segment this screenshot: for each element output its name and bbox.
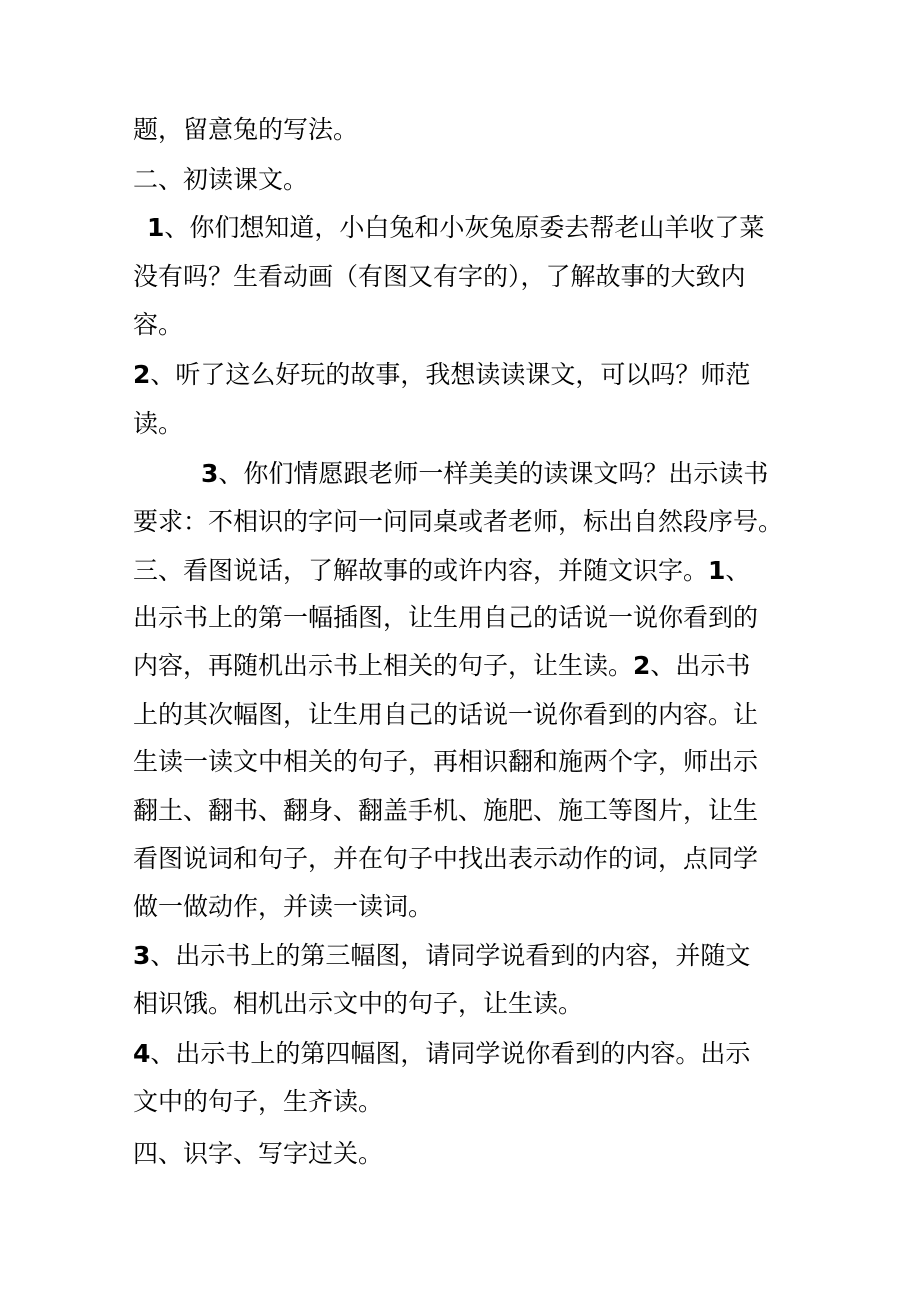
line-text: 二、初读课文。	[133, 165, 309, 194]
line-text: 、出示书上的第三幅图，请同学说看到的内容，并随文	[150, 941, 751, 970]
line-text: 、	[725, 556, 751, 585]
text-line	[133, 989, 583, 1019]
line-text: 四、识字、写字过关。	[133, 1139, 384, 1168]
text-line	[133, 360, 750, 390]
text-line	[133, 507, 783, 537]
line-prefix: 内容，再随机出示书上相关的句子，让生读。	[133, 651, 634, 680]
text-line	[133, 651, 750, 681]
line-text: 、你们想知道，小白兔和小灰兔原委去帮老山羊收了菜	[164, 213, 765, 242]
item-number: 3	[133, 941, 151, 970]
text-line	[133, 892, 433, 922]
line-text: 做一做动作，并读一读词。	[133, 892, 434, 921]
line-text: 容。	[133, 310, 184, 339]
text-line	[133, 1087, 383, 1117]
text-line	[147, 213, 764, 243]
item-number: 1	[708, 556, 726, 585]
section-heading	[133, 556, 750, 586]
section-heading	[133, 165, 308, 195]
line-text: 读。	[133, 409, 184, 438]
line-text: 、出示书上的第四幅图，请同学说你看到的内容。出示	[150, 1039, 751, 1068]
text-line	[133, 844, 758, 874]
item-number: 1	[147, 213, 165, 242]
line-text: 、听了这么好玩的故事，我想读读课文，可以吗？师范	[150, 360, 751, 389]
line-text: 生读一读文中相关的句子，再相识翻和施两个字，师出示	[133, 747, 759, 776]
line-text: 没有吗？生看动画（有图又有字的），了解故事的大致内	[133, 262, 746, 291]
text-line	[133, 409, 183, 439]
text-line	[133, 603, 758, 633]
line-text: 要求：不相识的字问一问同桌或者老师，标出自然段序号。	[133, 507, 784, 536]
text-line	[133, 796, 758, 826]
line-text: 文中的句子，生齐读。	[133, 1087, 384, 1116]
section-heading	[133, 1139, 383, 1169]
text-line	[133, 747, 758, 777]
item-number: 3	[201, 459, 219, 488]
item-number: 2	[633, 651, 651, 680]
line-prefix: 三、看图说话，了解故事的或许内容，并随文识字。	[133, 556, 709, 585]
line-text: 题，留意兔的写法。	[133, 115, 359, 144]
text-line	[133, 700, 758, 730]
item-number: 4	[133, 1039, 151, 1068]
text-line	[133, 310, 183, 340]
line-text: 、出示书	[650, 651, 751, 680]
line-text: 翻土、翻书、翻身、翻盖手机、施肥、施工等图片，让生	[133, 796, 759, 825]
text-line	[133, 1039, 750, 1069]
text-line	[201, 459, 768, 489]
line-text: 相识饿。相机出示文中的句子，让生读。	[133, 989, 584, 1018]
line-text: 上的其次幅图，让生用自己的话说一说你看到的内容。让	[133, 700, 759, 729]
line-text: 、你们情愿跟老师一样美美的读课文吗？出示读书	[218, 459, 769, 488]
text-line	[133, 941, 750, 971]
line-text: 看图说词和句子，并在句子中找出表示动作的词，点同学	[133, 844, 759, 873]
text-line	[133, 115, 358, 145]
item-number: 2	[133, 360, 151, 389]
line-text: 出示书上的第一幅插图，让生用自己的话说一说你看到的	[133, 603, 759, 632]
text-line	[133, 262, 746, 292]
